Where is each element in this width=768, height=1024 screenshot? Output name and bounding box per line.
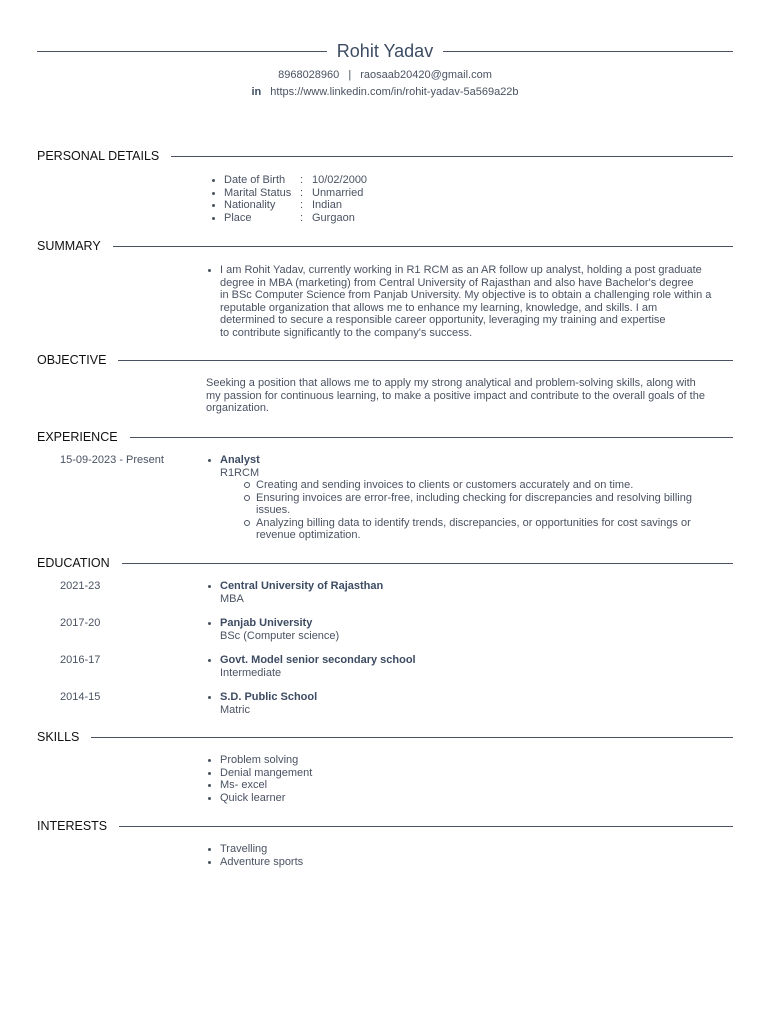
- degree-name: MBA: [220, 592, 244, 605]
- list-item: [220, 264, 740, 339]
- experience-date: 15-09-2023 - Present: [60, 454, 164, 466]
- degree-name: Intermediate: [220, 666, 282, 679]
- objective-line: my passion for continuous learning, to make a positive impact and contribute to the overall goals of the: [206, 389, 705, 402]
- list-item: Ms- excel: [220, 779, 312, 792]
- list-item: [220, 580, 383, 605]
- interests-list: [220, 843, 303, 868]
- personal-details-list: [224, 174, 367, 224]
- education-entry: [220, 617, 339, 642]
- linkedin-icon: in: [251, 86, 262, 98]
- section-title: SKILLS: [37, 730, 80, 744]
- list-item: [224, 187, 367, 200]
- list-item: [224, 199, 367, 212]
- contact-line: [37, 68, 733, 82]
- section-experience: [37, 429, 733, 445]
- detail-colon: :: [300, 199, 304, 211]
- summary-line: degree in MBA (marketing) from Central University of Rajasthan and also have Bachelor's degree: [220, 276, 694, 289]
- summary-line: to contribute significantly to the company's success.: [220, 326, 473, 339]
- school-name: Panjab University: [220, 617, 313, 629]
- task-line: issues.: [256, 504, 291, 516]
- skills-list: [220, 754, 312, 804]
- degree-name: BSc (Computer science): [220, 629, 340, 642]
- detail-value: Gurgaon: [312, 211, 355, 224]
- task-item: [256, 492, 720, 517]
- education-entry: [220, 580, 383, 605]
- list-item: [224, 174, 367, 187]
- list-item: Travelling: [220, 843, 303, 856]
- detail-colon: :: [300, 211, 304, 224]
- education-years: 2021-23: [60, 580, 101, 592]
- name-row: [37, 40, 733, 62]
- task-line: Creating and sending invoices to clients or customers accurately and on time.: [256, 479, 634, 491]
- section-title: EDUCATION: [37, 556, 110, 570]
- section-rule: [171, 156, 733, 157]
- detail-value: Unmarried: [312, 186, 364, 199]
- task-line: Ensuring invoices are error-free, including checking for discrepancies and resolving billing: [256, 491, 692, 504]
- school-name: S.D. Public School: [220, 691, 318, 703]
- detail-colon: :: [300, 174, 304, 186]
- section-interests: [37, 818, 733, 834]
- header-rule-left: [37, 51, 327, 52]
- header-rule-right: [443, 51, 733, 52]
- list-item: Quick learner: [220, 792, 312, 805]
- task-item: [256, 517, 720, 542]
- summary-text: [220, 264, 740, 339]
- detail-label: Date of Birth: [224, 174, 286, 186]
- summary-line: in BSc Computer Science from Panjab University. My objective is to obtain a challenging role within a: [220, 289, 712, 301]
- company-name: R1RCM: [220, 466, 260, 479]
- list-item: [224, 212, 367, 225]
- education-years: 2016-17: [60, 654, 101, 666]
- section-title: PERSONAL DETAILS: [37, 149, 160, 163]
- objective-line: organization.: [206, 402, 269, 414]
- section-rule: [119, 826, 733, 827]
- list-item: Problem solving: [220, 754, 312, 767]
- list-item: [220, 617, 339, 642]
- education-years: 2014-15: [60, 691, 101, 703]
- objective-text: [206, 377, 736, 415]
- experience-entry: [220, 454, 720, 542]
- task-line: revenue optimization.: [256, 529, 361, 541]
- detail-label: Place: [224, 211, 252, 224]
- section-rule: [91, 737, 733, 738]
- section-summary: [37, 238, 733, 254]
- linkedin-link[interactable]: https://www.linkedin.com/in/rohit-yadav-5a569a22b: [270, 86, 519, 98]
- candidate-name: Rohit Yadav: [336, 41, 434, 61]
- job-title: Analyst: [220, 454, 260, 466]
- section-objective: [37, 352, 733, 368]
- section-rule: [130, 437, 733, 438]
- list-item: Denial mangement: [220, 766, 313, 779]
- contact-separator: |: [348, 69, 352, 81]
- education-entry: [220, 691, 317, 716]
- resume-header: [37, 40, 733, 99]
- task-item: [256, 479, 720, 492]
- degree-name: Matric: [220, 703, 250, 716]
- list-item: [220, 454, 720, 542]
- detail-colon: :: [300, 186, 304, 199]
- section-title: OBJECTIVE: [37, 353, 107, 367]
- objective-line: Seeking a position that allows me to apply my strong analytical and problem-solving skills, along with: [206, 377, 696, 389]
- list-item: [220, 654, 416, 679]
- section-education: [37, 555, 733, 571]
- section-skills: [37, 729, 733, 745]
- section-rule: [118, 360, 733, 361]
- section-title: INTERESTS: [37, 819, 108, 833]
- email-link[interactable]: raosaab20420@gmail.com: [360, 69, 492, 81]
- education-years: 2017-20: [60, 617, 101, 629]
- education-entry: [220, 654, 416, 679]
- list-item: Adventure sports: [220, 855, 304, 868]
- detail-value: Indian: [312, 199, 342, 211]
- section-title: SUMMARY: [37, 239, 101, 253]
- detail-label: Marital Status: [224, 186, 292, 199]
- section-rule: [122, 563, 733, 564]
- section-title: EXPERIENCE: [37, 430, 118, 444]
- detail-label: Nationality: [224, 199, 276, 211]
- school-name: Govt. Model senior secondary school: [220, 654, 416, 666]
- summary-line: determined to secure a responsible career opportunity, leveraging my training and expertise: [220, 314, 666, 326]
- school-name: Central University of Rajasthan: [220, 580, 384, 592]
- list-item: [220, 691, 317, 716]
- detail-value: 10/02/2000: [312, 174, 368, 186]
- linkedin-line: [37, 85, 733, 99]
- phone-number: 8968028960: [278, 69, 340, 81]
- task-line: Analyzing billing data to identify trends, discrepancies, or opportunities for cost savings or: [256, 516, 691, 529]
- summary-line: I am Rohit Yadav, currently working in R1 RCM as an AR follow up analyst, holding a post graduate: [220, 264, 702, 276]
- section-personal-details: [37, 148, 733, 164]
- section-rule: [113, 246, 733, 247]
- summary-line: reputable organization that allows me to enhance my learning, knowledge, and skills. I am: [220, 301, 658, 314]
